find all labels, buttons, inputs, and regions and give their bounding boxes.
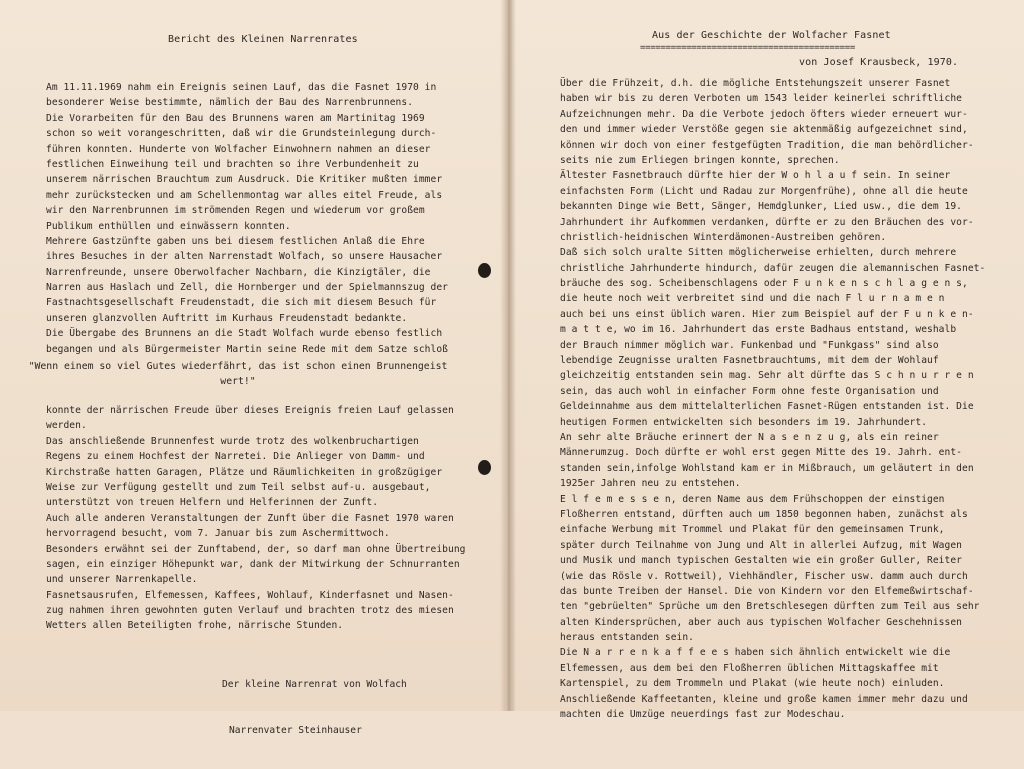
text-line: Die Vorarbeiten für den Bau des Brunnens waren am Martinitag 1969 [46, 112, 425, 124]
text-line: Daß sich solch uralte Sitten möglicherweise erhielten, durch mehrere [560, 247, 957, 259]
text-line: werden. [46, 420, 87, 432]
text-line: sagen, ein einziger Höhepunkt war, dank der Mitwirkung der Schnurranten [46, 558, 460, 570]
mayor-quote: "Wenn einem so viel Gutes wiederfährt, das ist schon einen Brunnengeist wert!" [28, 361, 448, 388]
text-line: haben wir bis zu deren Verboten um 1543 leider keinerlei schriftliche [560, 93, 962, 105]
text-line: Jahrhundert ihr Aufkommen verdanken, dürfte er zu den Bräuchen des vor- [560, 216, 974, 228]
text-line: Das anschließende Brunnenfest wurde trotz des wolkenbruchartigen [46, 435, 419, 447]
text-line: Publikum enthüllen und einwässern konnten. [46, 220, 291, 232]
text-line: heutigen Formen entwickelten sich besonders im 19. Jahrhundert. [560, 416, 928, 428]
text-line: den und immer wieder Verstöße gegen sie aktenmäßig aufgezeichnet sind, [560, 124, 968, 136]
text-line: (wie das Rösle v. Rottweil), Viehhändler, Fischer usw. damm auch durch [560, 570, 968, 582]
left-page-title: Bericht des Kleinen Narrenrates [168, 34, 358, 45]
text-line: begangen und als Bürgermeister Martin seine Rede mit dem Satze schloß [46, 343, 448, 355]
text-line: Am 11.11.1969 nahm ein Ereignis seinen Lauf, das die Fasnet 1970 in [46, 82, 437, 93]
right-page [512, 0, 1024, 721]
text-line: Wetters allen Beteiligten frohe, närrische Stunden. [46, 620, 344, 632]
text-line: Fastnachtsgesellschaft Freudenstadt, die sich mit diesem Besuch für [46, 297, 437, 309]
left-paragraph-block-1 [46, 80, 448, 357]
text-line: führen konnten. Hunderte von Wolfacher Einwohnern nahmen an dieser [46, 143, 431, 155]
author-line: von Josef Krausbeck, 1970. [799, 57, 959, 68]
page-fold [500, 0, 516, 711]
text-line: und unserer Narrenkapelle. [46, 574, 198, 586]
punch-hole-top [478, 263, 491, 278]
text-line: Männerumzug. Doch dürfte er wohl erst gegen Mitte des 19. Jahrh. ent- [560, 447, 962, 459]
text-line: ten "gebrüelten" Sprüche um den Bretschlesegen dürften zum Teil aus sehr [560, 601, 980, 613]
text-line: Die Übergabe des Brunnens an die Stadt Wolfach wurde ebenso festlich [46, 328, 443, 340]
text-line: Mehrere Gastzünfte gaben uns bei diesem festlichen Anlaß die Ehre [46, 235, 425, 247]
text-line: Regens zu einem Hochfest der Narretei. Die Anlieger von Damm- und [46, 451, 425, 463]
text-line: können wir doch von einer festgefügten Tradition, die man behördlicher- [560, 139, 974, 151]
text-line: machten die Umzüge neuerdings fast zur Modeschau. [560, 709, 846, 721]
text-line: m a t t e, wo im 16. Jahrhundert das erste Badhaus entstand, weshalb [560, 324, 957, 336]
text-line: der Brauch nimmer möglich war. Funkenbad und "Funkgass" sind also [560, 339, 939, 351]
text-line: Kirchstraße hatten Garagen, Plätze und Räumlichkeiten in großzügiger [46, 466, 443, 478]
text-line: ihres Besuches in der alten Narrenstadt Wolfach, so unsere Hausacher [46, 251, 443, 263]
text-line: die heute noch weit verbreitet sind und die nach F l u r n a m e n [560, 293, 945, 305]
text-line: Anschließende Kaffeetanten, kleine und große kamen immer mehr dazu und [560, 693, 968, 705]
text-line: wir den Narrenbrunnen im strömenden Regen und wiederum vor großem [46, 205, 425, 217]
text-line: Über die Frühzeit, d.h. die mögliche Entstehungszeit unserer Fasnet [560, 78, 951, 89]
text-line: An sehr alte Bräuche erinnert der N a s e n z u g, als ein reiner [560, 431, 939, 443]
text-line: bekannten Dinge wie Bett, Sänger, Hemdglunker, Lied usw., die dem 19. [560, 201, 962, 213]
text-line: Elfemessen, aus dem bei den Floßherren üblichen Mittagskaffee mit [560, 662, 939, 674]
text-line: Aufzeichnungen mehr. Da die Verbote jedoch öfters wieder erneuert wur- [560, 108, 968, 120]
text-line: 1925er Jahren neu zu entstehen. [560, 478, 741, 490]
left-signature [222, 646, 407, 769]
text-line: seits nie zum Erliegen bringen konnte, sprechen. [560, 154, 840, 166]
text-line: hervorragend besucht, vom 7. Januar bis zum Aschermittwoch. [46, 528, 390, 540]
text-line: das bunte Treiben der Hansel. Die von Kindern vor den Elfemeßwirtschaf- [560, 585, 974, 597]
text-line: auch bei uns einst üblich waren. Hier zum Beispiel auf der F u n k e n- [560, 308, 974, 320]
text-line: konnte der närrischen Freude über dieses Ereignis freien Lauf gelassen [46, 405, 454, 416]
text-line: zug nahmen ihren gewohnten guten Verlauf und brachten trotz des miesen [46, 605, 454, 617]
text-line: festlichen Einweihung teil und brachten so ihre Verbundenheit zu [46, 158, 419, 170]
text-line: christliche Jahrhunderte hindurch, dafür zeugen die alemannischen Fasnet- [560, 262, 986, 274]
text-line: Weise zur Verfügung gestellt und zum Teil selbst auf-u. ausgebaut, [46, 481, 431, 493]
text-line: heraus entstanden sein. [560, 632, 694, 644]
text-line: Besonders erwähnt sei der Zunftabend, der, so darf man ohne Übertreibung [46, 543, 466, 555]
title-underline: ========================================== [640, 43, 855, 53]
text-line: Die N a r r e n k a f f e e s haben sich ähnlich entwickelt wie die [560, 647, 951, 659]
text-line: Kartenspiel, zu dem Trommeln und Plakat (wie heute noch) einluden. [560, 678, 945, 690]
text-line: später durch Teilnahme von Jung und Alt in allerlei Aufzug, mit Wagen [560, 539, 962, 551]
punch-hole-bottom [478, 460, 491, 475]
text-line: Fasnetsausrufen, Elfemessen, Kaffees, Wohlauf, Kinderfasnet und Nasen- [46, 589, 454, 601]
text-line: schon so weit vorangeschritten, daß wir die Grundsteinlegung durch- [46, 128, 437, 140]
text-line: Auch alle anderen Veranstaltungen der Zunft über die Fasnet 1970 waren [46, 512, 454, 524]
signature-line-1: Der kleine Narrenrat von Wolfach [222, 678, 407, 690]
text-line: unterstützt von treuen Helfern und Helferinnen der Zunft. [46, 497, 379, 509]
text-line: Ältester Fasnetbrauch dürfte hier der W o h l a u f sein. In seiner [560, 170, 951, 182]
left-paragraph-block-2 [46, 403, 465, 634]
text-line: Floßherren entstand, dürften auch um 1850 begonnen haben, zunächst als [560, 508, 968, 520]
right-article-body [560, 76, 985, 722]
text-line: Geldeinnahme aus dem mittelalterlichen Fasnet-Rügen entstanden ist. Die [560, 401, 974, 413]
text-line: einfachsten Form (Licht und Radau zur Morgenfrühe), ohne all die heute [560, 185, 968, 197]
signature-line-2: Narrenvater Steinhauser [229, 725, 362, 737]
text-line: lebendige Zeugnisse uralten Fasnetbrauchtums, mit dem der Wohlauf [560, 355, 939, 367]
text-line: gleichzeitig entstanden sein mag. Sehr alt dürfte das S c h n u r r e n [560, 370, 974, 382]
text-line: Narrenfreunde, unsere Oberwolfacher Nachbarn, die Kinzigtäler, die [46, 266, 431, 278]
text-line: standen sein,infolge Wohlstand kam er in Mißbrauch, um geläutert in den [560, 462, 974, 474]
text-line: mehr zurückstecken und am Schellenmontag war alles eitel Freude, als [46, 189, 443, 201]
left-page [0, 0, 505, 737]
text-line: besonderer Weise bestimmte, nämlich der Bau des Narrenbrunnens. [46, 97, 414, 109]
text-line: E l f e m e s s e n, deren Name aus dem Frühschoppen der einstigen [560, 493, 945, 505]
text-line: bräuche des sog. Scheibenschlagens oder F u n k e n s c h l a g e n s, [560, 278, 968, 290]
text-line: und Musik und manch typischen Gestalten wie ein großer Guller, Reiter [560, 555, 962, 567]
text-line: christlich-heidnischen Winterdämonen-Austreiben gehören. [560, 231, 887, 243]
text-line: unseren glanzvollen Auftritt im Kurhaus Freudenstadt bedankte. [46, 312, 408, 324]
right-page-title: Aus der Geschichte der Wolfacher Fasnet [652, 30, 891, 41]
text-line: alten Kindersprüchen, aber auch aus typischen Wolfacher Geschehnissen [560, 616, 962, 628]
text-line: sein, das auch wohl in einfacher Form ohne feste Organisation und [560, 385, 939, 397]
text-line: Narren aus Haslach und Zell, die Hornberger und der Spielmannszug der [46, 282, 448, 294]
text-line: unserem närrischen Brauchtum zum Ausdruck. Die Kritiker mußten immer [46, 174, 443, 186]
text-line: einfache Werbung mit Trommel und Plakat für den gemeinsamen Trunk, [560, 524, 945, 536]
